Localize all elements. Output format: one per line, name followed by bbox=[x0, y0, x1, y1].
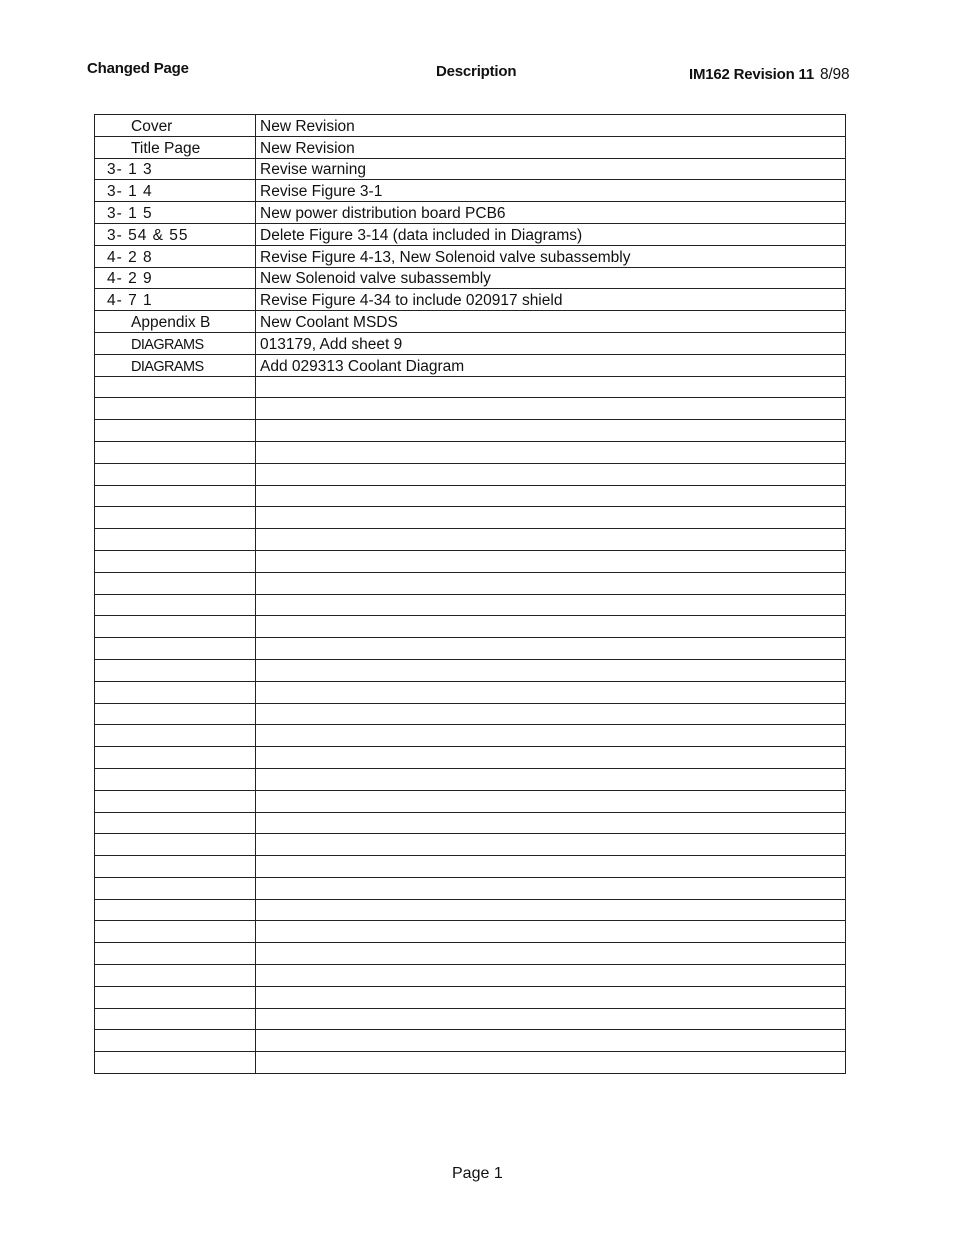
description-cell bbox=[256, 725, 846, 747]
changed-page-cell bbox=[95, 703, 256, 725]
revision-date: 8/98 bbox=[820, 66, 850, 83]
description-cell bbox=[256, 812, 846, 834]
table-row bbox=[95, 311, 846, 333]
table-row bbox=[95, 332, 846, 354]
table-row-blank bbox=[95, 812, 846, 834]
changed-page-cell bbox=[95, 681, 256, 703]
description-cell bbox=[256, 441, 846, 463]
description-cell: Revise Figure 3-1 bbox=[256, 180, 846, 202]
description-cell bbox=[256, 1008, 846, 1030]
changed-page-cell bbox=[95, 398, 256, 420]
table-row-blank bbox=[95, 986, 846, 1008]
changed-page-cell bbox=[95, 311, 256, 333]
changed-page-label: DIAGRAMS bbox=[131, 358, 204, 375]
table-row-blank bbox=[95, 550, 846, 572]
table-row-blank bbox=[95, 1052, 846, 1074]
changed-page-cell bbox=[95, 747, 256, 769]
changed-page-cell bbox=[95, 572, 256, 594]
changed-page-cell bbox=[95, 768, 256, 790]
changed-page-cell bbox=[95, 529, 256, 551]
description-cell: 013179, Add sheet 9 bbox=[256, 332, 846, 354]
description-cell bbox=[256, 768, 846, 790]
table-row bbox=[95, 223, 846, 245]
table-row-blank bbox=[95, 529, 846, 551]
table-row bbox=[95, 202, 846, 224]
description-cell: Revise Figure 4-34 to include 020917 shield bbox=[256, 289, 846, 311]
table-row-blank bbox=[95, 965, 846, 987]
description-cell: Add 029313 Coolant Diagram bbox=[256, 354, 846, 376]
changed-page-cell bbox=[95, 877, 256, 899]
table-row-blank bbox=[95, 659, 846, 681]
table-row-blank bbox=[95, 768, 846, 790]
table-row-blank bbox=[95, 507, 846, 529]
table-row-blank bbox=[95, 616, 846, 638]
table-row-blank bbox=[95, 747, 846, 769]
description-cell bbox=[256, 986, 846, 1008]
description-cell bbox=[256, 965, 846, 987]
table-row bbox=[95, 136, 846, 158]
changed-page-label: Title Page bbox=[131, 139, 201, 157]
page-number: Page 1 bbox=[452, 1165, 503, 1182]
description-cell bbox=[256, 398, 846, 420]
description-cell bbox=[256, 681, 846, 703]
changed-page-cell bbox=[95, 136, 256, 158]
changed-page-cell bbox=[95, 1008, 256, 1030]
changed-page-cell bbox=[95, 1052, 256, 1074]
changed-page-cell bbox=[95, 289, 256, 311]
changed-page-cell bbox=[95, 921, 256, 943]
description-cell bbox=[256, 1052, 846, 1074]
description-cell bbox=[256, 507, 846, 529]
table-row-blank bbox=[95, 572, 846, 594]
changed-page-cell bbox=[95, 659, 256, 681]
document-id: IM162 Revision 11 bbox=[689, 66, 815, 83]
table-row-blank bbox=[95, 638, 846, 660]
changed-page-label: 3- 1 3 bbox=[107, 161, 153, 179]
description-cell bbox=[256, 594, 846, 616]
description-cell bbox=[256, 485, 846, 507]
changed-page-cell bbox=[95, 158, 256, 180]
table-row bbox=[95, 180, 846, 202]
changed-page-cell bbox=[95, 812, 256, 834]
description-cell bbox=[256, 790, 846, 812]
changed-page-cell bbox=[95, 856, 256, 878]
changed-page-label: 4- 7 1 bbox=[107, 292, 153, 310]
table-row-blank bbox=[95, 420, 846, 442]
changed-page-cell bbox=[95, 376, 256, 398]
table-row-blank bbox=[95, 485, 846, 507]
changed-page-cell bbox=[95, 202, 256, 224]
changes-table bbox=[94, 114, 846, 1074]
description-cell bbox=[256, 703, 846, 725]
table-row-blank bbox=[95, 1008, 846, 1030]
table-row-blank bbox=[95, 1030, 846, 1052]
description-cell: Revise Figure 4-13, New Solenoid valve subassembly bbox=[256, 245, 846, 267]
description-cell bbox=[256, 856, 846, 878]
changed-page-label: 3- 1 5 bbox=[107, 204, 153, 222]
changed-page-cell bbox=[95, 616, 256, 638]
table-row-blank bbox=[95, 790, 846, 812]
table-row-blank bbox=[95, 943, 846, 965]
table-row-blank bbox=[95, 376, 846, 398]
description-cell bbox=[256, 463, 846, 485]
changed-page-cell bbox=[95, 332, 256, 354]
changed-page-label: 3- 1 4 bbox=[107, 183, 153, 201]
changed-page-cell bbox=[95, 965, 256, 987]
description-cell bbox=[256, 659, 846, 681]
description-cell bbox=[256, 747, 846, 769]
changed-page-cell bbox=[95, 223, 256, 245]
changed-page-label: Appendix B bbox=[131, 313, 211, 331]
description-cell: New Revision bbox=[256, 136, 846, 158]
description-cell bbox=[256, 943, 846, 965]
description-cell: New Revision bbox=[256, 115, 846, 137]
changed-page-label: 4- 2 9 bbox=[107, 270, 153, 288]
description-cell bbox=[256, 899, 846, 921]
description-cell bbox=[256, 877, 846, 899]
table-row bbox=[95, 354, 846, 376]
changed-page-label: 3- 54 & 55 bbox=[107, 226, 189, 244]
changed-page-label: Cover bbox=[131, 117, 173, 135]
changed-page-cell bbox=[95, 420, 256, 442]
changed-page-cell bbox=[95, 245, 256, 267]
table-row bbox=[95, 158, 846, 180]
changed-page-cell bbox=[95, 550, 256, 572]
table-row-blank bbox=[95, 725, 846, 747]
description-cell bbox=[256, 921, 846, 943]
description-cell: New power distribution board PCB6 bbox=[256, 202, 846, 224]
description-cell bbox=[256, 376, 846, 398]
column-header-description: Description bbox=[436, 63, 517, 80]
changed-page-cell bbox=[95, 1030, 256, 1052]
table-row-blank bbox=[95, 681, 846, 703]
table-row-blank bbox=[95, 856, 846, 878]
changed-page-cell bbox=[95, 986, 256, 1008]
changed-page-cell bbox=[95, 354, 256, 376]
column-header-changed-page: Changed Page bbox=[87, 60, 189, 77]
changed-page-cell bbox=[95, 507, 256, 529]
changed-page-label: 4- 2 8 bbox=[107, 248, 153, 266]
description-cell: New Coolant MSDS bbox=[256, 311, 846, 333]
changes-table-body bbox=[95, 115, 846, 1074]
changed-page-cell bbox=[95, 638, 256, 660]
changed-page-cell bbox=[95, 115, 256, 137]
table-row-blank bbox=[95, 899, 846, 921]
description-cell bbox=[256, 638, 846, 660]
table-row-blank bbox=[95, 703, 846, 725]
description-cell: Delete Figure 3-14 (data included in Diagrams) bbox=[256, 223, 846, 245]
description-cell bbox=[256, 529, 846, 551]
description-cell bbox=[256, 420, 846, 442]
table-row bbox=[95, 289, 846, 311]
changed-page-cell bbox=[95, 725, 256, 747]
document-revision bbox=[689, 66, 849, 84]
table-row-blank bbox=[95, 594, 846, 616]
changed-page-cell bbox=[95, 267, 256, 289]
description-cell bbox=[256, 834, 846, 856]
table-row bbox=[95, 267, 846, 289]
table-row-blank bbox=[95, 921, 846, 943]
description-cell bbox=[256, 572, 846, 594]
changed-page-cell bbox=[95, 790, 256, 812]
changed-page-label: DIAGRAMS bbox=[131, 336, 204, 353]
changed-page-cell bbox=[95, 441, 256, 463]
description-cell: New Solenoid valve subassembly bbox=[256, 267, 846, 289]
changed-page-cell bbox=[95, 943, 256, 965]
description-cell bbox=[256, 550, 846, 572]
changed-page-cell bbox=[95, 463, 256, 485]
changed-page-cell bbox=[95, 180, 256, 202]
description-cell bbox=[256, 616, 846, 638]
changed-page-cell bbox=[95, 899, 256, 921]
changed-page-cell bbox=[95, 485, 256, 507]
changed-page-cell bbox=[95, 834, 256, 856]
table-row-blank bbox=[95, 398, 846, 420]
table-row-blank bbox=[95, 834, 846, 856]
table-row-blank bbox=[95, 441, 846, 463]
table-row-blank bbox=[95, 463, 846, 485]
table-row bbox=[95, 115, 846, 137]
changed-page-cell bbox=[95, 594, 256, 616]
description-cell: Revise warning bbox=[256, 158, 846, 180]
description-cell bbox=[256, 1030, 846, 1052]
table-row-blank bbox=[95, 877, 846, 899]
table-row bbox=[95, 245, 846, 267]
